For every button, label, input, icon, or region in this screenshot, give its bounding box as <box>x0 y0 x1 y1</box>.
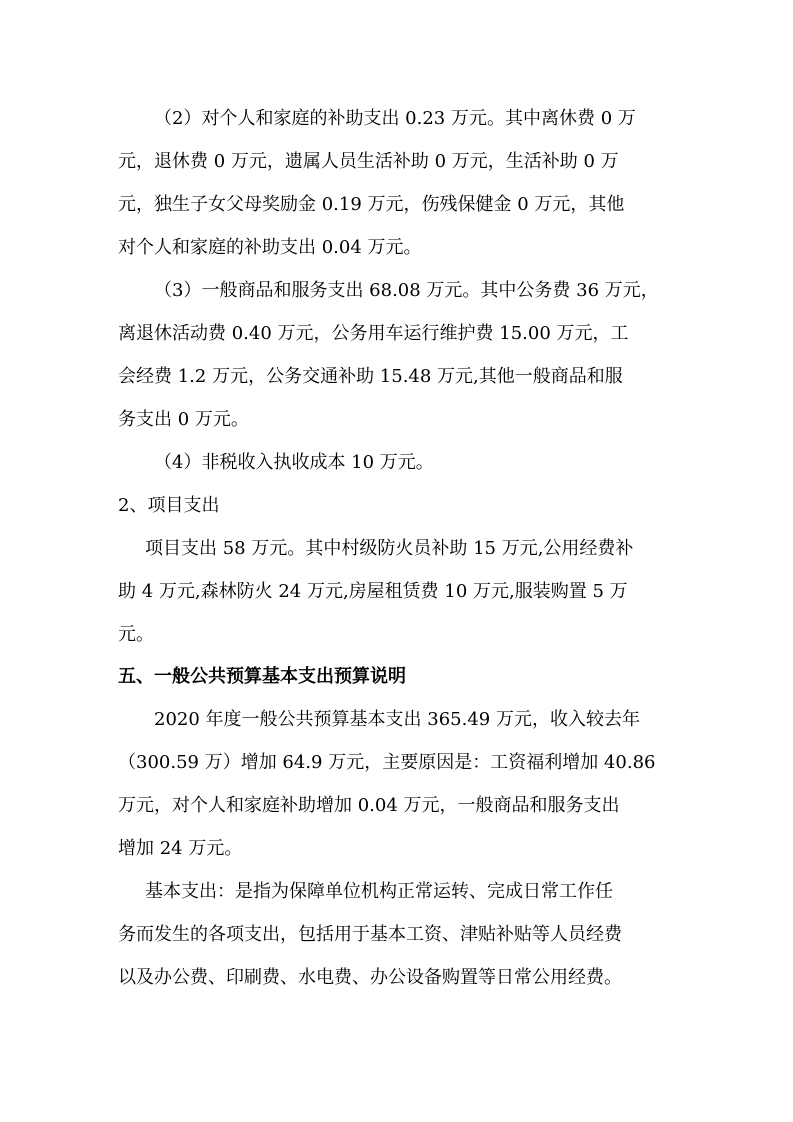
text-line-16: （300.59 万）增加 64.9 万元，主要原因是：工资福利增加 40.86 <box>118 752 656 773</box>
text-line-15: 2020 年度一般公共预算基本支出 365.49 万元，收入较去年 <box>154 709 640 730</box>
text-line-17: 万元，对个人和家庭补助增加 0.04 万元，一般商品和服务支出 <box>118 795 620 816</box>
text-line-6: 离退休活动费 0.40 万元，公务用车运行维护费 15.00 万元，工 <box>118 323 629 344</box>
text-line-18: 增加 24 万元。 <box>118 838 243 859</box>
text-line-8: 务支出 0 万元。 <box>118 409 249 430</box>
text-line-2: 元，退休费 0 万元，遗属人员生活补助 0 万元，生活补助 0 万 <box>118 151 619 172</box>
text-line-5: （3）一般商品和服务支出 68.08 万元。其中公务费 36 万元， <box>154 280 659 301</box>
text-line-12: 助 4 万元,森林防火 24 万元,房屋租赁费 10 万元,服装购置 5 万 <box>118 581 628 602</box>
text-line-20: 务而发生的各项支出，包括用于基本工资、津贴补贴等人员经费 <box>118 924 622 945</box>
text-line-4: 对个人和家庭的补助支出 0.04 万元。 <box>118 237 422 258</box>
text-line-13: 元。 <box>118 624 154 645</box>
text-line-11: 项目支出 58 万元。其中村级防火员补助 15 万元,公用经费补 <box>145 538 634 559</box>
text-line-1: （2）对个人和家庭的补助支出 0.23 万元。其中离休费 0 万 <box>154 108 636 129</box>
text-line-9: （4）非税收入执收成本 10 万元。 <box>154 452 434 473</box>
text-line-19: 基本支出：是指为保障单位机构正常运转、完成日常工作任 <box>145 881 613 902</box>
text-line-7: 会经费 1.2 万元，公务交通补助 15.48 万元,其他一般商品和服 <box>118 366 623 387</box>
section-heading-basic-spending: 五、一般公共预算基本支出预算说明 <box>118 666 406 687</box>
section-heading-project-spending: 2、项目支出 <box>118 495 220 516</box>
text-line-3: 元，独生子女父母奖励金 0.19 万元，伤残保健金 0 万元，其他 <box>118 194 625 215</box>
text-line-21: 以及办公费、印刷费、水电费、办公设备购置等日常公用经费。 <box>118 967 622 988</box>
